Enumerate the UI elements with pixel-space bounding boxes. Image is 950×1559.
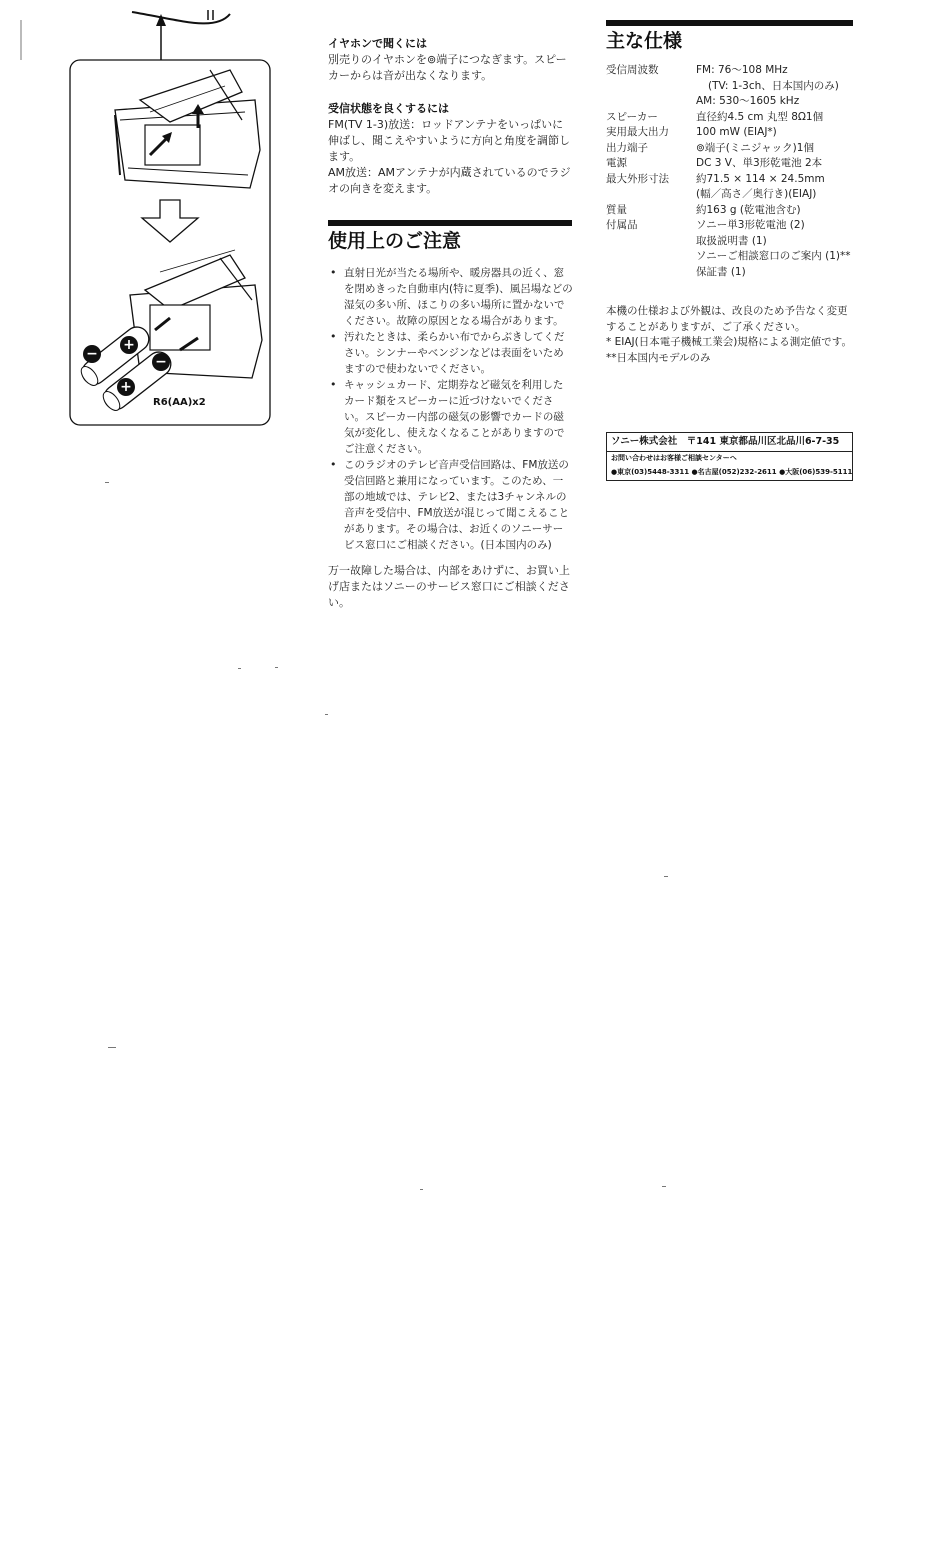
specs-footnote-1: * EIAJ(日本電子機械工業会)規格による測定値です。 bbox=[606, 336, 852, 348]
earphone-title: イヤホンで聞くには bbox=[328, 37, 427, 50]
spec-value: ⊚端子(ミニジャック)1個 bbox=[696, 141, 814, 154]
repair-note: 万一故障した場合は、内部をあけずに、お買い上げ店またはソニーのサービス窓口にご相談ください。 bbox=[328, 564, 570, 609]
minus-icon: − bbox=[152, 353, 170, 371]
list-item: • 直射日光が当たる場所や、暖房器具の近く、窓を閉めきった自動車内(特に夏季)、風呂場などの湿気の多い所、ほこりの多い場所に置かないでください。故障の原因となる場合があります。 bbox=[328, 265, 573, 329]
earphone-section bbox=[328, 36, 573, 84]
scan-speck bbox=[20, 20, 22, 60]
down-arrow-icon bbox=[142, 200, 198, 242]
spec-row bbox=[606, 172, 856, 203]
phone-numbers: ●東京(03)5448-3311 ●名古屋(052)232-2611 ●大阪(06)539-5111 bbox=[611, 468, 852, 476]
radio-lid-open-figure bbox=[115, 70, 260, 188]
spec-value-line: (幅／高さ／奥行き)(EIAJ) bbox=[696, 188, 817, 200]
reception-fm: FM(TV 1-3)放送：ロッドアンテナをいっぱいに伸ばし、聞こえやすいように方向と角度を調節します。 bbox=[328, 118, 570, 163]
plus-icon: + bbox=[120, 336, 138, 354]
spec-value-line: 約71.5 × 114 × 24.5mm bbox=[696, 172, 825, 185]
reception-section bbox=[328, 101, 573, 197]
precautions-list bbox=[328, 265, 573, 553]
list-item: • 汚れたときは、柔らかい布でからぶきしてください。シンナーやベンジンなどは表面をいためますので使わないでください。 bbox=[328, 329, 573, 377]
spec-label: 最大外形寸法 bbox=[606, 172, 669, 185]
spec-value: 100 mW (EIAJ*) bbox=[696, 126, 777, 138]
spec-value bbox=[696, 218, 856, 280]
specs-title: 主な仕様 bbox=[606, 30, 683, 52]
spec-value-line: 取扱説明書 (1) bbox=[696, 234, 767, 247]
scan-speck bbox=[664, 876, 668, 877]
spec-label: 出力端子 bbox=[606, 141, 648, 154]
spec-label: 受信周波数 bbox=[606, 64, 659, 76]
battery-label: R6(AA)x2 bbox=[153, 397, 206, 408]
spec-value-line: ソニーご相談窓口のご案内 (1)** bbox=[696, 250, 851, 262]
scan-speck bbox=[105, 482, 109, 483]
scan-speck bbox=[325, 714, 328, 715]
battery-installation-diagram bbox=[20, 0, 280, 430]
spec-value: 約163 g (乾電池含む) bbox=[696, 203, 801, 216]
list-item: • このラジオのテレビ音声受信回路は、FM放送の受信回路と兼用になっています。このため、一部の地域では、テレビ2、または3チャンネルの音声を受信中、FM放送が混じって聞こえることがあります。その場合は、お近くのソニーサービス窓口にご相談ください。(日本国内のみ) bbox=[328, 457, 573, 553]
spec-value: 直径約4.5 cm 丸型 8Ω1個 bbox=[696, 110, 824, 123]
spec-row bbox=[606, 218, 856, 280]
specs-section bbox=[606, 29, 856, 366]
radio-batteries-figure bbox=[77, 250, 262, 414]
reception-title: 受信状態を良くするには bbox=[328, 102, 449, 115]
spec-row bbox=[606, 203, 856, 219]
scan-speck bbox=[108, 1047, 116, 1048]
spec-label: 質量 bbox=[606, 203, 627, 216]
scan-speck bbox=[238, 668, 241, 669]
battery-illustration bbox=[20, 0, 280, 430]
spec-value-line: ソニー単3形乾電池 (2) bbox=[696, 219, 805, 231]
spec-row bbox=[606, 141, 856, 157]
spec-value bbox=[696, 172, 856, 203]
spec-value-line: FM: 76〜108 MHz bbox=[696, 64, 788, 76]
scan-speck bbox=[420, 1189, 423, 1190]
list-item: • キャッシュカード、定期券など磁気を利用したカード類をスピーカーに近づけないでください。スピーカー内部の磁気の影響でカードの磁気が変化し、使えなくなることがありますのでご注意ください。 bbox=[328, 377, 573, 457]
specs-notice: 本機の仕様および外観は、改良のため予告なく変更することがありますが、ご了承ください。 bbox=[606, 305, 848, 333]
spec-row bbox=[606, 63, 856, 110]
spec-label: スピーカー bbox=[606, 110, 658, 123]
spec-label: 実用最大出力 bbox=[606, 126, 669, 138]
plus-icon: + bbox=[117, 378, 135, 396]
spec-row bbox=[606, 125, 856, 141]
specs-table bbox=[606, 63, 856, 280]
spec-value bbox=[696, 63, 856, 110]
spec-value-line: AM: 530〜1605 kHz bbox=[696, 95, 800, 107]
precautions-section bbox=[328, 229, 573, 611]
company-address: ソニー株式会社 〒141 東京都品川区北品川6-7-35 bbox=[611, 436, 840, 447]
reception-am: AM放送：AMアンテナが内蔵されているのでラジオの向きを変えます。 bbox=[328, 166, 571, 195]
scan-speck bbox=[662, 1186, 666, 1187]
specs-footnote-2: **日本国内モデルのみ bbox=[606, 351, 711, 364]
specs-divider bbox=[606, 20, 853, 26]
earphone-body: 別売りのイヤホンを⊚端子につなぎます。スピーカーからは音が出なくなります。 bbox=[328, 53, 567, 82]
spec-label: 電源 bbox=[606, 157, 627, 169]
minus-icon: − bbox=[83, 345, 101, 363]
spec-row bbox=[606, 156, 856, 172]
spec-value-line: (TV: 1-3ch、日本国内のみ) bbox=[708, 79, 839, 92]
scan-speck bbox=[275, 667, 278, 668]
contact-box bbox=[606, 432, 853, 481]
spec-value-line: 保証書 (1) bbox=[696, 265, 746, 278]
spec-label: 付属品 bbox=[606, 219, 638, 231]
precautions-divider bbox=[328, 220, 572, 226]
spec-value: DC 3 V、単3形乾電池 2本 bbox=[696, 157, 823, 169]
inquiry-label: お問い合わせはお客様ご相談センターへ bbox=[607, 451, 852, 466]
precautions-title: 使用上のご注意 bbox=[328, 230, 462, 252]
spec-row bbox=[606, 110, 856, 126]
